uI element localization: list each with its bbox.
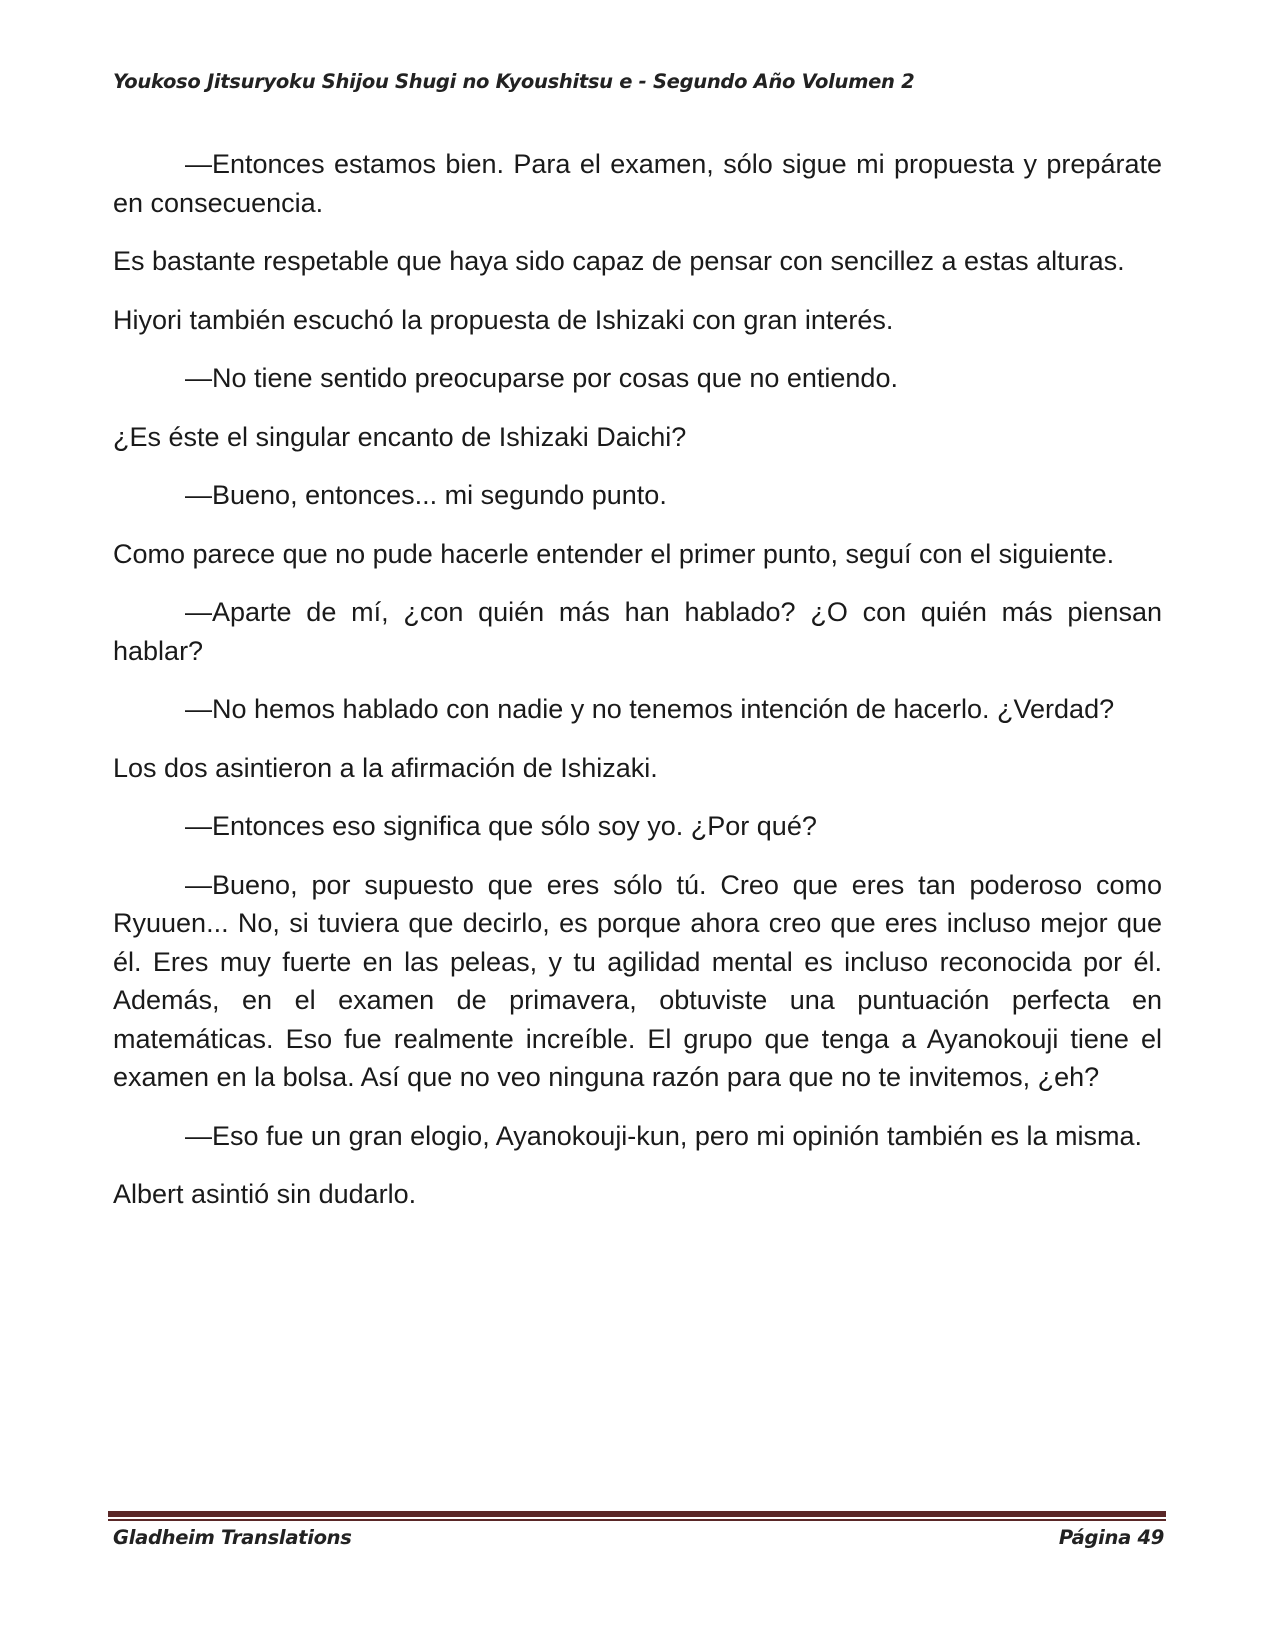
paragraph-narration: Los dos asintieron a la afirmación de Ishizaki. (113, 752, 658, 783)
paragraph-dialogue: —No hemos hablado con nadie y no tenemos intención de hacerlo. ¿Verdad? (185, 694, 1115, 724)
paragraph-narration: Albert asintió sin dudarlo. (113, 1179, 417, 1209)
footer-divider-thick (108, 1511, 1166, 1517)
page-body (113, 145, 1162, 1234)
paragraph-narration: Es bastante respetable que haya sido capaz de pensar con sencillez a estas alturas. (113, 246, 1125, 276)
paragraph-dialogue: —Bueno, por supuesto que eres sólo tú. Creo que eres tan poderoso como Ryuuen... No, si tuviera que decirlo, es porque ahora creo que eres incluso mejor que él. Eres muy fuerte en las peleas, y tu agilidad mental es incluso reconocida por él. Además, en el examen de primavera, obtuviste una puntuación perfecta en matemáticas. Eso fue realmente increíble. El grupo que tenga a Ayanokouji tiene el examen en la bolsa. Así que no veo ninguna razón para que no te invitemos, ¿eh? (113, 869, 1162, 1092)
footer-publisher: Gladheim Translations (113, 1526, 352, 1549)
paragraph-dialogue: —Bueno, entonces... mi segundo punto. (185, 480, 667, 510)
paragraph-dialogue: —Entonces estamos bien. Para el examen, sólo sigue mi propuesta y prepárate en consecuencia. (113, 149, 1162, 218)
paragraph-dialogue: —No tiene sentido preocuparse por cosas que no entiendo. (185, 363, 898, 393)
footer-page-number: Página 49 (1058, 1526, 1164, 1549)
paragraph-dialogue: —Entonces eso significa que sólo soy yo. ¿Por qué? (185, 811, 817, 841)
paragraph-dialogue: —Aparte de mí, ¿con quién más han hablado? ¿O con quién más piensan hablar? (113, 597, 1162, 666)
paragraph-dialogue: —Eso fue un gran elogio, Ayanokouji-kun, pero mi opinión también es la misma. (185, 1120, 1143, 1151)
paragraph-narration: Hiyori también escuchó la propuesta de Ishizaki con gran interés. (113, 304, 894, 335)
running-header: Youkoso Jitsuryoku Shijou Shugi no Kyoushitsu e - Segundo Año Volumen 2 (113, 70, 915, 93)
footer-divider-thin (108, 1519, 1166, 1521)
paragraph-narration: Como parece que no pude hacerle entender el primer punto, seguí con el siguiente. (113, 538, 1115, 569)
paragraph-narration: ¿Es éste el singular encanto de Ishizaki Daichi? (113, 421, 687, 452)
